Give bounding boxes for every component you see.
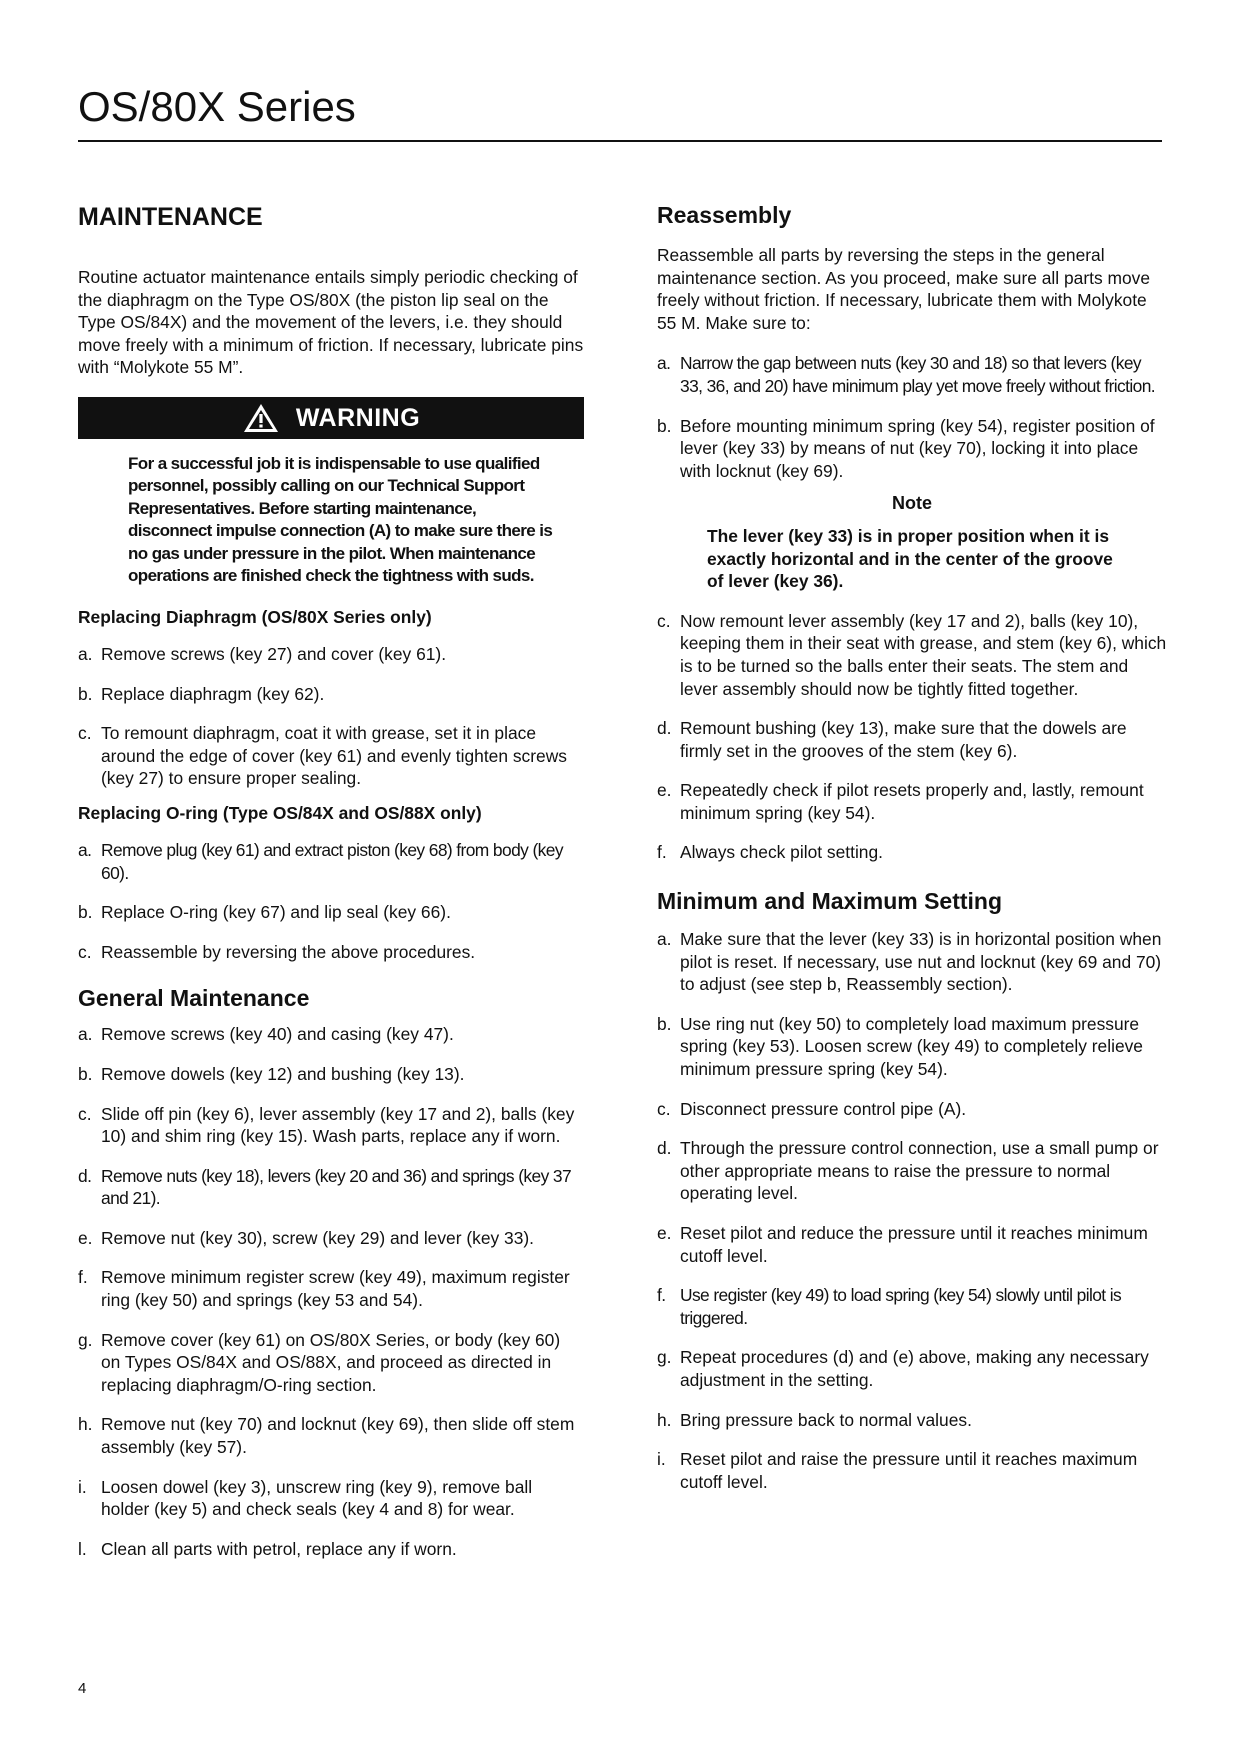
list-item: [657, 1448, 1167, 1493]
step-letter: f.: [657, 842, 667, 863]
warning-triangle-icon: [242, 401, 280, 435]
list-item: [657, 841, 1167, 864]
list-item: [657, 352, 1167, 397]
reassembly-steps-a-b: [657, 352, 1167, 482]
list-item: [78, 1413, 584, 1458]
list-item: [657, 928, 1167, 996]
step-text: Remount bushing (key 13), make sure that the dowels are firmly set in the grooves of the stem (key 6).: [680, 718, 1127, 761]
step-letter: b.: [657, 415, 672, 436]
step-text: Narrow the gap between nuts (key 30 and 18) so that levers (key 33, 36, and 20) have minimum play yet move freely without friction.: [680, 353, 1155, 396]
maintenance-intro: Routine actuator maintenance entails simply periodic checking of the diaphragm on the Type OS/80X (the piston lip seal on the Type OS/84X) and the movement of the levers, i.e. they should move freely with a minimum of friction. If necessary, lubricate pins with “Molykote 55 M”.: [78, 267, 584, 378]
list-item: [78, 1266, 584, 1311]
step-letter: b.: [657, 1013, 672, 1034]
setting-steps: [657, 928, 1167, 1493]
list-item: [657, 1284, 1167, 1329]
list-item: [657, 1013, 1167, 1081]
left-column: [78, 200, 584, 1577]
step-letter: b.: [78, 683, 93, 704]
step-letter: c.: [78, 723, 92, 744]
list-item: [78, 901, 584, 924]
list-item: [78, 839, 584, 884]
warning-label: WARNING: [295, 403, 421, 432]
setting-heading: Minimum and Maximum Setting: [657, 888, 1003, 915]
step-text: Reset pilot and reduce the pressure until it reaches minimum cutoff level.: [680, 1223, 1148, 1266]
step-text: Remove screws (key 40) and casing (key 47).: [101, 1024, 454, 1045]
list-item: [78, 1063, 584, 1086]
list-item: [78, 683, 584, 706]
step-letter: a.: [78, 1024, 93, 1045]
step-letter: g.: [78, 1329, 93, 1350]
oring-heading: Replacing O-ring (Type OS/84X and OS/88X only): [78, 802, 482, 823]
list-item: [657, 1098, 1167, 1121]
step-text: Slide off pin (key 6), lever assembly (key 17 and 2), balls (key 10) and shim ring (key 15). Wash parts, replace any if worn.: [101, 1103, 575, 1147]
list-item: [78, 1329, 584, 1397]
step-letter: a.: [78, 643, 93, 664]
step-text: Reassemble by reversing the above procedures.: [101, 941, 476, 962]
step-letter: f.: [78, 1267, 88, 1288]
step-letter: i.: [78, 1476, 87, 1497]
note-text: The lever (key 33) is in proper position when it is exactly horizontal and in the center of the groove of lever (key 36).: [707, 525, 1113, 592]
step-text: Remove screws (key 27) and cover (key 61).: [101, 643, 447, 664]
note-title: Note: [892, 493, 932, 514]
step-letter: c.: [657, 1098, 671, 1119]
list-item: [657, 1346, 1167, 1391]
step-letter: d.: [78, 1165, 92, 1186]
page-header: [78, 78, 1162, 136]
list-item: [657, 415, 1167, 483]
step-text: Replace diaphragm (key 62).: [101, 683, 325, 704]
list-item: [657, 1222, 1167, 1267]
step-text: Reset pilot and raise the pressure until it reaches maximum cutoff level.: [680, 1449, 1138, 1492]
step-text: Remove nut (key 30), screw (key 29) and lever (key 33).: [101, 1227, 534, 1248]
step-letter: l.: [78, 1538, 87, 1559]
general-maintenance-steps: [78, 1023, 584, 1560]
step-text: Repeat procedures (d) and (e) above, making any necessary adjustment in the setting.: [680, 1347, 1149, 1390]
step-letter: a.: [78, 839, 92, 860]
list-item: [657, 717, 1167, 762]
step-letter: f.: [657, 1285, 666, 1306]
step-text: Loosen dowel (key 3), unscrew ring (key 9), remove ball holder (key 5) and check seals (key 4 and 8) for wear.: [101, 1476, 533, 1520]
step-text: Remove dowels (key 12) and bushing (key 13).: [101, 1063, 465, 1084]
step-text: Remove cover (key 61) on OS/80X Series, or body (key 60) on Types OS/84X and OS/88X, and proceed as directed in replacing diaphragm/O-ring section.: [101, 1329, 561, 1395]
warning-text: For a successful job it is indispensable to use qualified personnel, possibly calling on our Technical Support Representatives. Before starting maintenance, disconnect impulse connection (A) to make sure there is no gas under pressure in the pilot. When maintenance operations are finished check the tightness with suds.: [128, 453, 553, 586]
step-letter: g.: [657, 1347, 672, 1368]
list-item: [657, 1409, 1167, 1432]
step-text: Make sure that the lever (key 33) is in horizontal position when pilot is reset. If necessary, use nut and locknut (key 69 and 70) to adjust (see step b, Reassembly section).: [680, 929, 1162, 995]
step-letter: c.: [657, 610, 671, 631]
step-text: Remove minimum register screw (key 49), maximum register ring (key 50) and springs (key 53 and 54).: [101, 1267, 570, 1311]
step-letter: e.: [657, 780, 672, 801]
step-letter: b.: [78, 1063, 93, 1084]
step-text: Now remount lever assembly (key 17 and 2), balls (key 10), keeping them in their seat with grease, and stem (key 6), which is to be turned so the balls enter their seats. The stem and lever assembly should now be tightly fitted together.: [680, 610, 1167, 699]
step-letter: h.: [657, 1409, 672, 1430]
step-text: Disconnect pressure control pipe (A).: [680, 1098, 967, 1119]
general-maintenance-heading: General Maintenance: [78, 985, 310, 1012]
diaphragm-steps: [78, 643, 584, 790]
list-item: [78, 1103, 584, 1148]
step-text: Before mounting minimum spring (key 54), register position of lever (key 33) by means of nut (key 70), locking it into place with locknut (key 69).: [680, 415, 1155, 481]
list-item: [657, 779, 1167, 824]
document-title: OS/80X Series: [78, 83, 356, 130]
list-item: [78, 1023, 584, 1046]
warning-banner: [78, 397, 584, 439]
step-text: Remove nuts (key 18), levers (key 20 and 36) and springs (key 37 and 21).: [101, 1165, 572, 1209]
step-letter: c.: [78, 1103, 92, 1124]
right-column: [657, 200, 1167, 1510]
list-item: [78, 1476, 584, 1521]
step-text: Remove nut (key 70) and locknut (key 69), then slide off stem assembly (key 57).: [101, 1414, 575, 1458]
step-letter: a.: [657, 353, 671, 374]
step-text: To remount diaphragm, coat it with grease, set it in place around the edge of cover (key 61) and evenly tighten screws (key 27) to ensure proper sealing.: [101, 723, 567, 789]
step-letter: e.: [78, 1227, 93, 1248]
list-item: [78, 1538, 584, 1561]
list-item: [78, 941, 584, 964]
step-letter: e.: [657, 1223, 672, 1243]
list-item: [657, 1137, 1167, 1205]
reassembly-heading: Reassembly: [657, 202, 792, 228]
step-text: Use register (key 49) to load spring (key 54) slowly until pilot is triggered.: [680, 1285, 1122, 1328]
step-letter: h.: [78, 1414, 93, 1435]
step-letter: i.: [657, 1449, 666, 1470]
maintenance-heading: MAINTENANCE: [78, 203, 263, 231]
step-text: Remove plug (key 61) and extract piston (key 68) from body (key 60).: [101, 839, 563, 883]
header-divider: [78, 140, 1162, 142]
step-text: Clean all parts with petrol, replace any if worn.: [101, 1538, 457, 1559]
oring-steps: [78, 839, 584, 963]
list-item: [657, 610, 1167, 700]
step-letter: a.: [657, 929, 672, 950]
step-text: Bring pressure back to normal values.: [680, 1409, 972, 1430]
step-text: Always check pilot setting.: [680, 842, 883, 863]
diaphragm-heading: Replacing Diaphragm (OS/80X Series only): [78, 606, 432, 627]
step-letter: d.: [657, 1138, 672, 1159]
reassembly-intro: Reassemble all parts by reversing the steps in the general maintenance section. As you proceed, make sure all parts move freely without friction. If necessary, lubricate them with Molykote 55 M. Make sure to:: [657, 245, 1150, 333]
step-text: Through the pressure control connection, use a small pump or other appropriate means to raise the pressure to normal operating level.: [680, 1138, 1159, 1204]
step-letter: b.: [78, 902, 93, 923]
step-text: Repeatedly check if pilot resets properly and, lastly, remount minimum spring (key 54).: [680, 780, 1144, 823]
reassembly-steps-c-f: [657, 610, 1167, 864]
step-text: Use ring nut (key 50) to completely load maximum pressure spring (key 53). Loosen screw (key 49) to completely relieve minimum pressure spring (key 54).: [680, 1013, 1143, 1080]
step-letter: d.: [657, 718, 672, 739]
list-item: [78, 643, 584, 666]
list-item: [78, 1165, 584, 1210]
page-number: 4: [78, 1680, 87, 1697]
step-letter: c.: [78, 941, 92, 962]
list-item: [78, 722, 584, 790]
step-text: Replace O-ring (key 67) and lip seal (key 66).: [101, 902, 451, 923]
list-item: [78, 1227, 584, 1250]
